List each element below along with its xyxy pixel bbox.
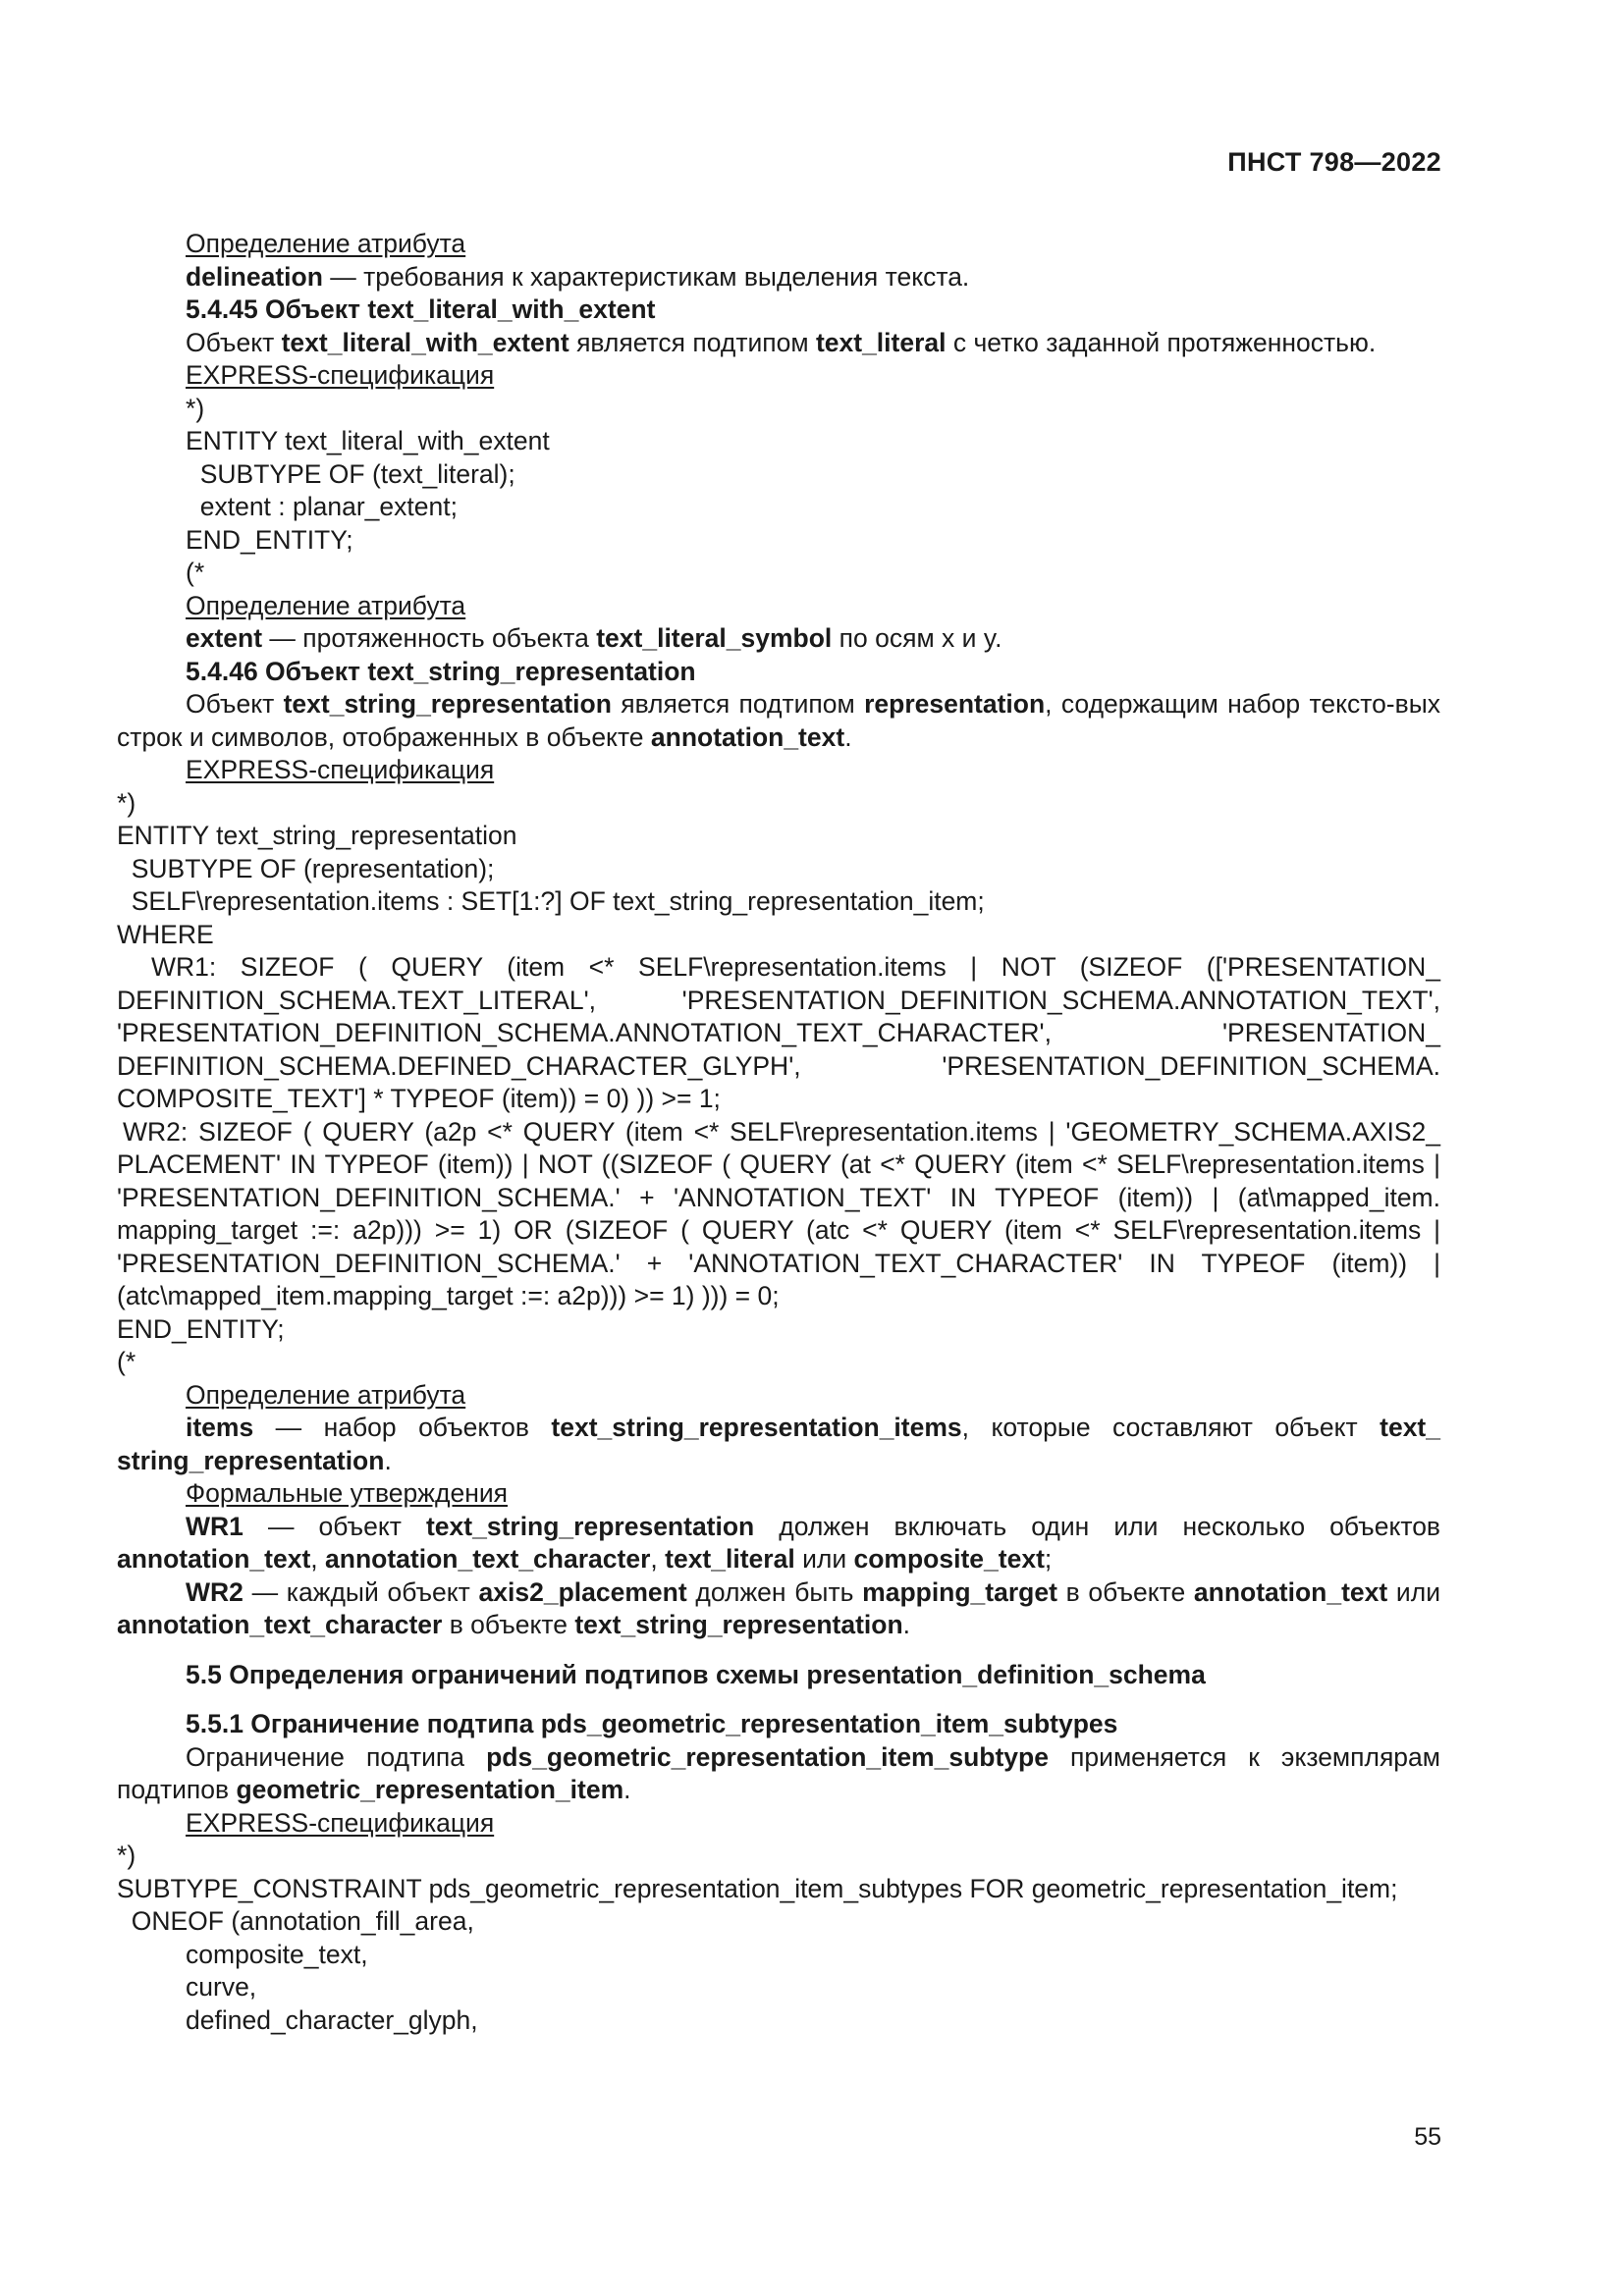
where-rule: WR1: SIZEOF ( QUERY (item <* SELF\representation.items | NOT (SIZEOF (['PRESENTATION_ DEFINITION_SCHEMA.TEXT_LITERAL', 'PRESENTATION_DEFINITION_SCHEMA.ANNOTATION_TEXT', 'PRESENTATION_DEFINITION_SCHEMA.ANNOTATION_TEXT_CHARACTER', 'PRESENTATION_ DEFINITION_SCHEMA.DEFINED_CHARACTER_GLYPH', 'PRESENTATION_DEFINITION_SCHEMA. COMPOSITE_TEXT'] * TYPEOF (item)) = 0) )) >= 1; (117, 952, 1440, 1113)
code-line: SUBTYPE OF (text_literal); (186, 458, 515, 489)
text-run: — набор объектов (253, 1413, 552, 1442)
section-label: Формальные утверждения (186, 1478, 508, 1508)
text-run: Объект (186, 689, 284, 719)
document-id-header: ПНСТ 798—2022 (1227, 147, 1441, 177)
bold-term: text_string_representation (574, 1610, 903, 1639)
section-heading: 5.5 Определения ограничений подтипов схемы presentation_definition_schema (186, 1659, 1206, 1689)
text-run: является подтипом (611, 689, 865, 719)
code-line: composite_text, (186, 1939, 368, 1969)
bold-term: text_literal (815, 327, 947, 357)
text-run: , (650, 1544, 666, 1574)
text-run: с четко заданной протяженностью. (946, 327, 1377, 357)
bold-term: text_literal_symbol (596, 623, 833, 653)
code-line: extent : planar_extent; (186, 492, 458, 521)
section-label: Определение атрибута (186, 590, 466, 620)
label-line (117, 1807, 1440, 1841)
code-line: WHERE (117, 919, 214, 949)
bold-term: axis2_placement (478, 1576, 687, 1607)
paragraph (117, 327, 1440, 360)
label-line (117, 1379, 1440, 1413)
bold-term: extent (186, 623, 263, 653)
code-line: ENTITY text_literal_with_extent (186, 426, 550, 455)
bold-term: items (186, 1413, 254, 1442)
code-line: curve, (186, 1972, 257, 2002)
code-line: SELF\representation.items : SET[1:?] OF text_string_representation_item; (117, 886, 985, 916)
code-line: (* (186, 558, 205, 587)
paragraph (117, 261, 1440, 294)
code-line: *) (186, 393, 205, 423)
paragraph (117, 688, 1440, 754)
text-run: или (794, 1544, 854, 1574)
text-run: или (1387, 1576, 1440, 1607)
text-run: Ограничение подтипа (186, 1741, 487, 1772)
text-run: в объекте (442, 1610, 575, 1639)
label-line (117, 1477, 1440, 1511)
text-run: в объекте (1056, 1576, 1194, 1607)
code-line: SUBTYPE_CONSTRAINT pds_geometric_representation_item_subtypes FOR geometric_representation_item; (117, 1873, 1398, 1903)
page-number: 55 (1414, 2123, 1441, 2151)
code-line: END_ENTITY; (117, 1313, 285, 1344)
text-run: . (623, 1775, 631, 1804)
bold-term: annotation_text_character (117, 1610, 443, 1639)
bold-term: annotation_text (117, 1544, 311, 1574)
code-line: defined_character_glyph, (186, 2004, 478, 2035)
bold-term: text_literal_with_extent (281, 327, 569, 357)
paragraph (117, 1412, 1440, 1477)
label-line (117, 359, 1440, 393)
spacer (117, 1691, 1440, 1708)
bold-term: WR1 (186, 1511, 244, 1541)
section-label: EXPRESS-спецификация (186, 755, 495, 784)
paragraph (117, 1511, 1440, 1576)
bold-term: representation (864, 689, 1046, 719)
section-heading: 5.4.46 Объект text_string_representation (186, 656, 696, 686)
bold-term: mapping_target (862, 1576, 1057, 1607)
text-run: применяется к экземплярам подтипов (117, 1741, 1441, 1804)
text-run: , содержащим набор тексто-вых строк и символов, отображенных в объекте (117, 689, 1441, 752)
bold-term: annotation_text_character (325, 1544, 651, 1574)
section-label: EXPRESS-спецификация (186, 360, 495, 390)
section-label: Определение атрибута (186, 229, 466, 258)
bold-term: delineation (186, 261, 323, 292)
bold-term: text_literal (665, 1544, 795, 1574)
bold-term: pds_geometric_representation_item_subtype (486, 1741, 1049, 1772)
code-line: (* (117, 1347, 136, 1376)
text-run: . (384, 1445, 392, 1475)
bold-term: geometric_representation_item (236, 1775, 624, 1804)
code-line: *) (117, 1841, 136, 1870)
label-line (117, 590, 1440, 623)
text-run: , (310, 1544, 326, 1574)
bold-term: text_string_representation (425, 1511, 755, 1541)
paragraph (117, 622, 1440, 656)
text-run: — требования к характеристикам выделения текста. (322, 261, 970, 292)
text-run: по осям x и y. (832, 623, 1002, 653)
bold-term: text_ string_representation (117, 1413, 1440, 1475)
document-body (117, 228, 1440, 2037)
text-run: . (902, 1610, 911, 1639)
code-line: SUBTYPE OF (representation); (117, 853, 495, 883)
code-line: END_ENTITY; (186, 524, 353, 555)
text-run: является подтипом (568, 327, 816, 357)
section-heading: 5.4.45 Объект text_literal_with_extent (186, 294, 656, 324)
bold-term: annotation_text (1193, 1576, 1388, 1607)
text-run: . (844, 721, 852, 752)
section-heading: 5.5.1 Ограничение подтипа pds_geometric_representation_item_subtypes (186, 1709, 1118, 1738)
text-run: ; (1044, 1544, 1053, 1574)
bold-term: composite_text (853, 1544, 1045, 1574)
section-label: EXPRESS-спецификация (186, 1807, 495, 1838)
text-run: — каждый объект (243, 1576, 479, 1607)
bold-term: WR2 (186, 1576, 244, 1607)
where-rule: WR2: SIZEOF ( QUERY (a2p <* QUERY (item <* SELF\representation.items | 'GEOMETRY_SCHEMA.AXIS2_ PLACEMENT' IN TYPEOF (item)) | NOT ((SIZEOF ( QUERY (at <* QUERY (item <* SELF\representation.items | 'PRESENTATION_DEFINITION_SCHEMA.' + 'ANNOTATION_TEXT' IN TYPEOF (item)) | (at\mapped_item. mapping_target :=: a2p))) >= 1) OR (SIZEOF ( QUERY (atc <* QUERY (item <* SELF\representation.items | 'PRESENTATION_DEFINITION_SCHEMA.' + 'ANNOTATION_TEXT_CHARACTER' IN TYPEOF (item)) | (atc\mapped_item.mapping_target :=: a2p))) >= 1) ))) = 0; (117, 1116, 1440, 1310)
code-line: *) (117, 787, 136, 818)
spacer (117, 1642, 1440, 1659)
bold-term: text_string_representation_items (551, 1413, 962, 1442)
text-run: — объект (243, 1511, 426, 1541)
paragraph (117, 1741, 1440, 1807)
text-run: , которые составляют объект (961, 1413, 1380, 1442)
bold-term: text_string_representation (283, 689, 612, 719)
text-run: Объект (186, 327, 282, 357)
text-run: должен быть (686, 1576, 863, 1607)
label-line (117, 228, 1440, 261)
paragraph (117, 1576, 1440, 1642)
code-line: ONEOF (annotation_fill_area, (117, 1906, 474, 1936)
section-label: Определение атрибута (186, 1379, 466, 1410)
bold-term: annotation_text (650, 721, 845, 752)
label-line (117, 754, 1440, 787)
code-line: ENTITY text_string_representation (117, 821, 517, 850)
text-run: должен включать один или несколько объектов (754, 1511, 1441, 1541)
text-run: — протяженность объекта (262, 623, 597, 653)
